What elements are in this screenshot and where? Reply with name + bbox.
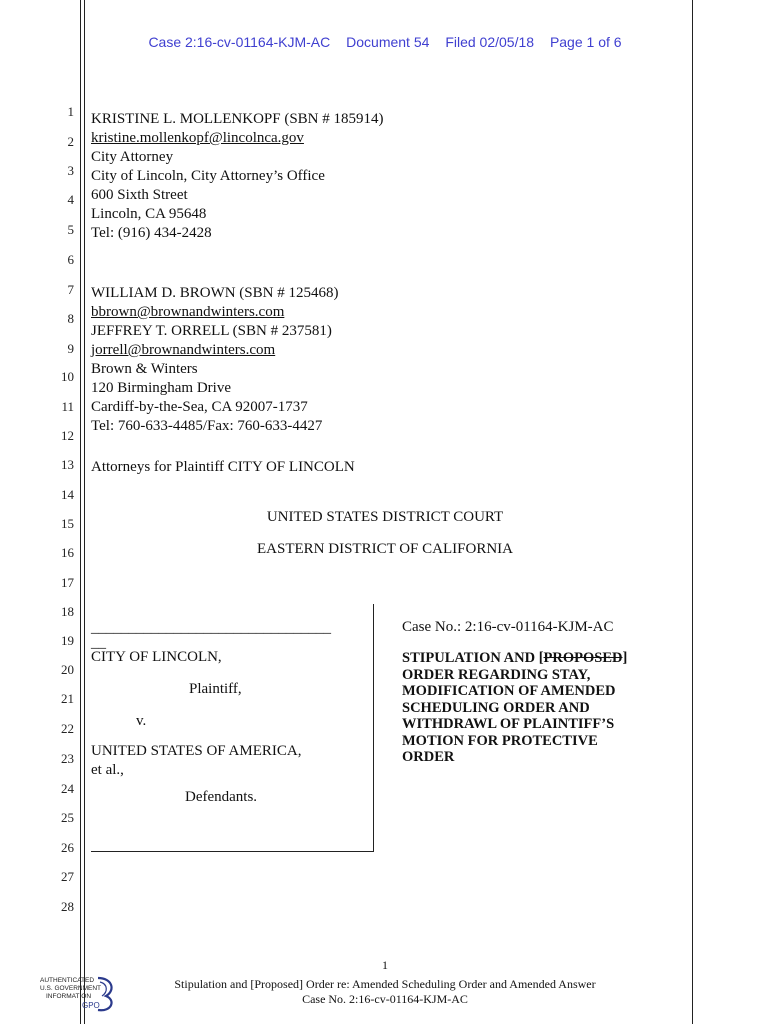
seal-text-gpo: GPO [82,1001,100,1010]
line-number: 11 [61,399,74,414]
header-document: Document 54 [346,34,430,50]
caption-defendant2: et al., [91,762,124,778]
caption-versus: v. [136,713,147,729]
seal-text-authenticated: AUTHENTICATED [40,977,95,984]
line-number: 23 [61,751,74,766]
line-number: 17 [61,575,74,590]
counsel1-street: 600 Sixth Street [91,187,188,203]
line-number: 4 [67,192,74,207]
counsel1-block [91,110,384,243]
line-number: 6 [67,252,74,267]
footer-title: Stipulation and [Proposed] Order re: Amended Scheduling Order and Amended Answer [174,977,596,991]
caption-plaintiff-role: Plaintiff, [189,681,242,697]
caption-vertical-rule [373,604,374,852]
right-margin-rule [692,0,693,1024]
line-number: 5 [67,222,74,237]
counsel2-name1: WILLIAM D. BROWN (SBN # 125468) [91,285,339,301]
line-number: 8 [67,311,74,326]
caption-defendant1: UNITED STATES OF AMERICA, [91,743,302,759]
caption-case-no: Case No.: 2:16-cv-01164-KJM-AC [402,619,614,635]
line-number: 27 [61,869,74,884]
title-pre: STIPULATION AND [ [402,650,544,666]
line-number: 18 [61,604,74,619]
line-number: 24 [61,781,74,796]
document-title-line: ORDER [402,749,455,765]
document-title [402,650,627,766]
line-number: 9 [67,341,74,356]
document-title-line: ORDER REGARDING STAY, [402,666,591,683]
footer-page-number: 1 [382,958,388,972]
line-number: 3 [67,163,74,178]
counsel1-name: KRISTINE L. MOLLENKOPF (SBN # 185914) [91,111,384,127]
document-title-line1 [402,650,627,667]
line-number: 28 [61,899,74,914]
counsel1-title: City Attorney [91,149,174,165]
counsel2-city: Cardiff-by-the-Sea, CA 92007-1737 [91,399,308,415]
counsel2-firm: Brown & Winters [91,361,198,377]
counsel1-email[interactable]: kristine.mollenkopf@lincolnca.gov [91,130,304,146]
court-district: EASTERN DISTRICT OF CALIFORNIA [257,541,513,557]
document-title-line: MOTION FOR PROTECTIVE [402,732,598,749]
counsel2-email1[interactable]: bbrown@brownandwinters.com [91,304,285,320]
counsel2-email2[interactable]: jorrell@brownandwinters.com [91,342,276,358]
counsel1-tel: Tel: (916) 434-2428 [91,225,212,241]
caption-plaintiff: CITY OF LINCOLN, [91,649,222,665]
counsel2-block [91,284,338,436]
line-number: 22 [61,721,74,736]
title-strike: PROPOSED [543,650,623,666]
caption-defendant [91,742,301,780]
caption-rule: ________________________________ [91,620,331,636]
line-number: 21 [61,691,74,706]
counsel2-name2: JEFFREY T. ORRELL (SBN # 237581) [91,323,332,339]
counsel1-office: City of Lincoln, City Attorney’s Office [91,168,325,184]
counsel2-street: 120 Birmingham Drive [91,380,231,396]
gpo-authenticated-seal [40,972,122,1012]
header-case: Case 2:16-cv-01164-KJM-AC [148,34,331,50]
line-number: 12 [61,428,74,443]
seal-text-government: U.S. GOVERNMENT [40,985,102,992]
document-title-line: SCHEDULING ORDER AND [402,699,590,716]
line-number: 1 [67,104,74,119]
caption-bottom-rule [91,851,374,852]
footer-case-no: Case No. 2:16-cv-01164-KJM-AC [302,992,468,1006]
document-title-line: WITHDRAWL OF PLAINTIFF’S [402,716,615,732]
seal-text-information: INFORMATION [46,993,92,1000]
line-number: 26 [61,840,74,855]
line-number: 25 [61,810,74,825]
caption-rule-tail: __ [91,635,106,651]
ecf-header [0,34,770,50]
line-number: 19 [61,633,74,648]
title-post: ] [622,650,628,666]
line-number: 20 [61,662,74,677]
gpo-seal-icon [40,972,122,1012]
header-filed: Filed 02/05/18 [445,34,535,50]
counsel2-tel: Tel: 760-633-4485/Fax: 760-633-4427 [91,418,323,434]
document-title-line: MODIFICATION OF AMENDED [402,683,616,699]
line-number: 13 [61,457,74,472]
caption-defendant-role: Defendants. [185,789,258,805]
line-number: 2 [67,134,74,149]
header-page: Page 1 of 6 [549,34,622,50]
line-number: 7 [67,282,74,297]
attorneys-for: Attorneys for Plaintiff CITY OF LINCOLN [91,459,355,475]
court-name: UNITED STATES DISTRICT COURT [266,509,504,525]
counsel1-city: Lincoln, CA 95648 [91,206,207,222]
line-number: 16 [61,545,74,560]
line-number: 10 [61,369,74,384]
line-number: 15 [61,516,74,531]
line-number: 14 [61,487,74,502]
